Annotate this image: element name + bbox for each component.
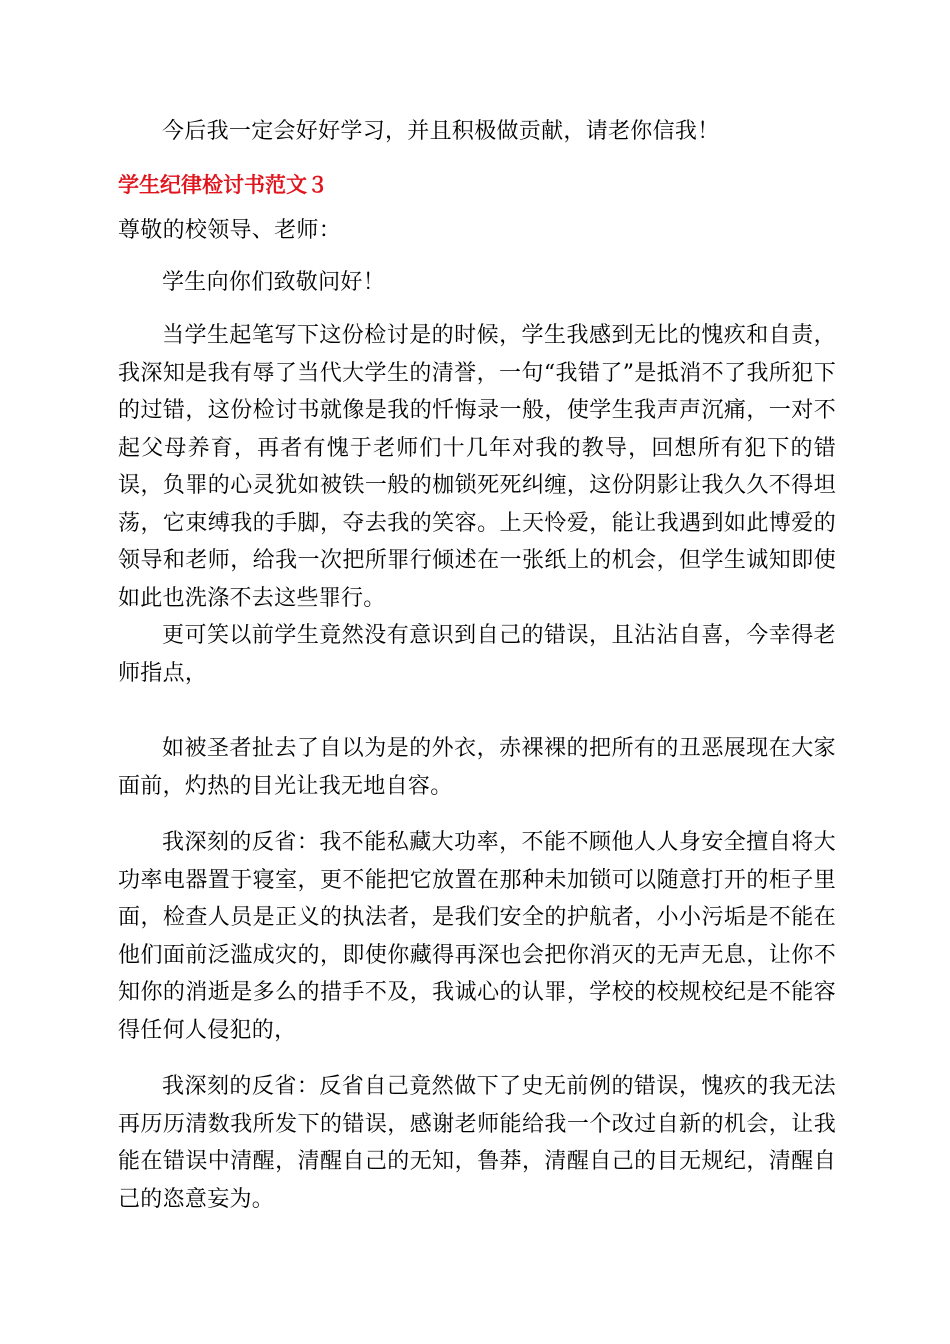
salutation: 尊敬的校领导、老师： xyxy=(118,218,342,243)
section-heading: 学生纪律检讨书范文３ xyxy=(118,173,328,197)
body-paragraph-1: 当学生起笔写下这份检讨是的时候，学生我感到无比的愧疚和自责，我深知是我有辱了当代大学生的清誉，一句“我错了”是抵消不了我所犯下的过错，这份检讨书就像是我的忏悔录一般，使学生我声声沉痛，一对不起父母养育，再者有愧于老师们十几年对我的教导，回想所有犯下的错误，负罪的心灵犹如被铁一般的枷锁死死纠缠，这份阴影让我久久不得坦荡，它束缚我的手脚，夺去我的笑容。上天怜爱，能让我遇到如此博爱的领导和老师，给我一次把所罪行倾述在一张纸上的机会，但学生诚知即使如此也洗涤不去这些罪行。 xyxy=(118,323,836,611)
greeting-paragraph: 学生向你们致敬问好！ xyxy=(162,270,386,295)
body-paragraph-2: 更可笑以前学生竟然没有意识到自己的错误，且沾沾自喜，今幸得老师指点， xyxy=(118,623,836,686)
body-paragraph-4: 我深刻的反省：我不能私藏大功率，不能不顾他人人身安全擅自将大功率电器置于寝室，更不能把它放置在那种未加锁可以随意打开的柜子里面，检查人员是正义的执法者，是我们安全的护航者，小小污垢是不能在他们面前泛滥成灾的，即使你藏得再深也会把你消灭的无声无息，让你不知你的消逝是多么的措手不及，我诚心的认罪，学校的校规校纪是不能容得任何人侵犯的， xyxy=(118,830,836,1043)
closing-paragraph: 今后我一定会好好学习，并且积极做贡献，请老你信我！ xyxy=(162,119,720,144)
body-paragraph-3: 如被圣者扯去了自以为是的外衣，赤裸裸的把所有的丑恶展现在大家面前，灼热的目光让我无地自容。 xyxy=(118,736,836,799)
body-paragraph-5: 我深刻的反省：反省自己竟然做下了史无前例的错误，愧疚的我无法再历历清数我所发下的错误，感谢老师能给我一个改过自新的机会，让我能在错误中清醒，清醒自己的无知，鲁莽，清醒自己的目无规纪，清醒自己的恣意妄为。 xyxy=(118,1074,836,1212)
